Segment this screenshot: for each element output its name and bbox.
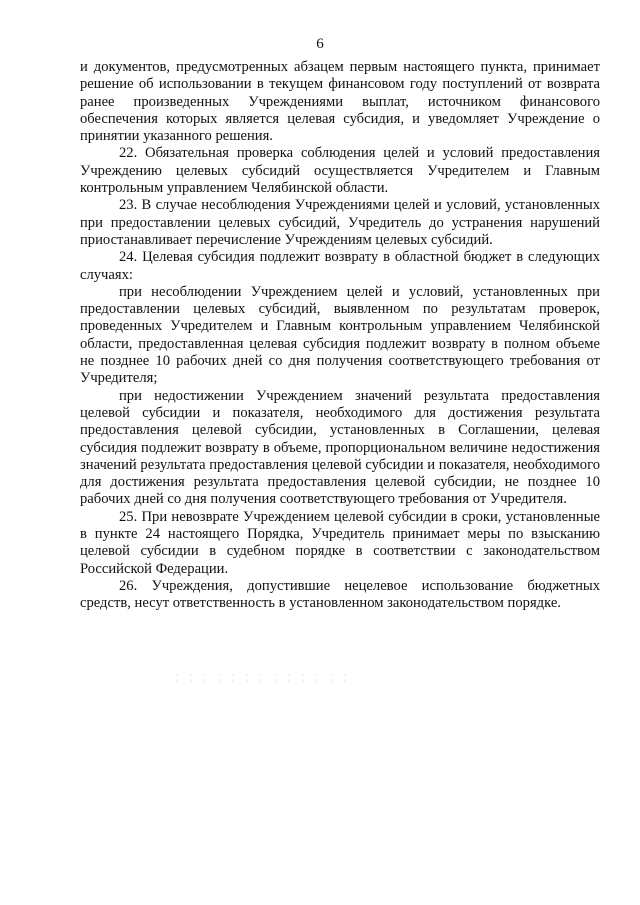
paragraph-24-case-2: при недостижении Учреждением значений результата предоставления целевой субсидии и показателя, необходимого для достижения результата предоставления целевой субсидии, установленных в Соглашении, целевая субсидия подлежит возврату в объеме, пропорциональном величине недостижения значений результата предоставления целевой субсидии и показателя, необходимого для достижения результата предоставления целевой субсидии, не позднее 10 рабочих дней со дня получения соответствующего требования от Учредителя. <box>80 387 600 508</box>
document-body <box>80 59 600 613</box>
paragraph-continuation: и документов, предусмотренных абзацем первым настоящего пункта, принимает решение об использовании в текущем финансовом году поступлений от возврата ранее произведенных Учреждениями выплат, источником финансового обеспечения которых является целевая субсидия, и уведомляет Учреждение о принятии указанного решения. <box>80 59 600 145</box>
paragraph-24-case-1: при несоблюдении Учреждением целей и условий, установленных при предоставлении целевых субсидий, выявленном по результатам проверок, проведенных Учредителем и Главным контрольным управлением Челябинской области, предоставленная целевая субсидия подлежит возврату в полном объеме не позднее 10 рабочих дней со дня получения соответствующего требования от Учредителя; <box>80 283 600 387</box>
paragraph-24: 24. Целевая субсидия подлежит возврату в областной бюджет в следующих случаях: <box>80 249 600 283</box>
scan-noise <box>170 672 350 684</box>
paragraph-25: 25. При невозврате Учреждением целевой субсидии в сроки, установленные в пункте 24 настоящего Порядка, Учредитель принимает меры по взысканию целевой субсидии в судебном порядке в соответствии с законодательством Российской Федерации. <box>80 508 600 577</box>
paragraph-22: 22. Обязательная проверка соблюдения целей и условий предоставления Учреждению целевых субсидий осуществляется Учредителем и Главным контрольным управлением Челябинской области. <box>80 145 600 197</box>
paragraph-23: 23. В случае несоблюдения Учреждениями целей и условий, установленных при предоставлении целевых субсидий, Учредитель до устранения нарушений приостанавливает перечисление Учреждениям целевых субсидий. <box>80 197 600 248</box>
page-number: 6 <box>316 36 324 52</box>
paragraph-26: 26. Учреждения, допустившие нецелевое использование бюджетных средств, несут ответственность в установленном законодательством порядке. <box>80 577 600 612</box>
